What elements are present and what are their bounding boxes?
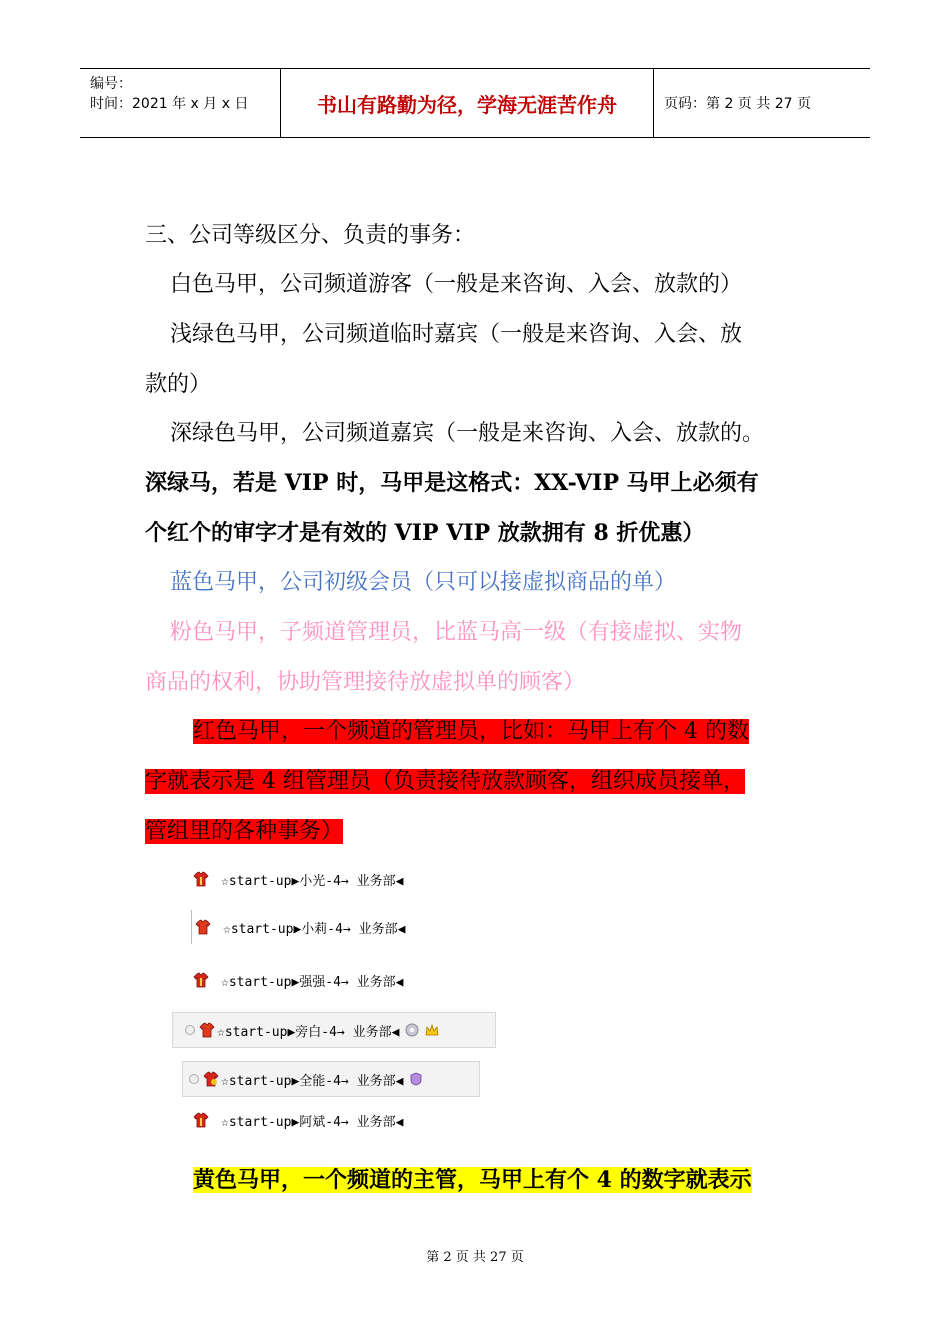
header-motto: 书山有路勤为径，学海无涯苦作舟 <box>281 69 654 137</box>
red-vest-icon <box>193 871 209 887</box>
time-label: 时间：2021 年 x 月 x 日 <box>90 96 249 112</box>
nickname-text: ☆start-up▶旁白-4→ 业务部◀ <box>217 1024 400 1040</box>
nickname-text: ☆start-up▶全能-4→ 业务部◀ <box>221 1073 404 1089</box>
nickname-text: ☆start-up▶强强-4→ 业务部◀ <box>221 974 404 990</box>
section-heading: 三、公司等级区分、负责的事务： <box>145 223 476 248</box>
number-label: 编号： <box>90 76 132 92</box>
page-header <box>80 68 870 138</box>
red-vest-icon <box>193 1112 209 1128</box>
crown-icon <box>425 1023 439 1037</box>
nickname-text: ☆start-up▶阿斌-4→ 业务部◀ <box>221 1114 404 1130</box>
radio-icon <box>185 1025 195 1035</box>
red-vest-icon <box>199 1022 215 1038</box>
para-light-green-1: 浅绿色马甲，公司频道临时嘉宾（一般是来咨询、入会、放 <box>170 322 743 347</box>
red-highlight-text: 管组里的各种事务） <box>145 819 344 844</box>
para-pink-1: 粉色马甲，子频道管理员，比蓝马高一级（有接虚拟、实物 <box>170 620 743 645</box>
para-white: 白色马甲，公司频道游客（一般是来咨询、入会、放款的） <box>170 272 743 297</box>
nickname-text: ☆start-up▶小莉-4→ 业务部◀ <box>223 921 406 937</box>
para-pink-2: 商品的权利，协助管理接待放虚拟单的顾客） <box>145 670 586 695</box>
para-light-green-2: 款的） <box>145 372 212 397</box>
para-red-2 <box>145 767 745 797</box>
para-dark-green-3: 个红个的审字才是有效的 VIP VIP 放款拥有 8 折优惠） <box>145 520 705 546</box>
shield-badge-icon <box>409 1072 423 1086</box>
nickname-row <box>193 862 403 896</box>
red-highlight-text: 红色马甲，一个频道的管理员，比如：马甲上有个 4 的数 <box>193 719 749 744</box>
nickname-row <box>182 1061 480 1097</box>
nickname-row <box>193 1103 403 1137</box>
para-red-1 <box>193 717 749 747</box>
radio-icon <box>189 1074 199 1084</box>
red-vest-icon <box>195 919 211 935</box>
nickname-row <box>172 1012 496 1048</box>
nickname-row <box>193 963 403 997</box>
header-meta <box>80 69 281 137</box>
nickname-row <box>195 910 405 944</box>
red-highlight-text: 字就表示是 4 组管理员（负责接待放款顾客，组织成员接单， <box>145 769 745 794</box>
para-dark-green-2: 深绿马，若是 VIP 时，马甲是这格式：XX-VIP 马甲上必须有 <box>145 470 759 496</box>
red-vest-icon <box>193 972 209 988</box>
nickname-text: ☆start-up▶小光-4→ 业务部◀ <box>221 873 404 889</box>
divider <box>191 910 192 944</box>
para-dark-green-1: 深绿色马甲，公司频道嘉宾（一般是来咨询、入会、放款的。 <box>170 421 765 446</box>
para-red-3 <box>145 817 343 847</box>
para-blue: 蓝色马甲，公司初级会员（只可以接虚拟商品的单） <box>170 570 677 595</box>
header-page-info: 页码：第 2 页 共 27 页 <box>664 96 811 112</box>
yellow-highlight-text: 黄色马甲，一个频道的主管，马甲上有个 4 的数字就表示 <box>193 1167 752 1193</box>
red-vest-icon <box>203 1071 219 1087</box>
disc-icon <box>405 1023 419 1037</box>
page-footer: 第 2 页 共 27 页 <box>426 1250 524 1265</box>
para-yellow-1 <box>193 1165 752 1195</box>
